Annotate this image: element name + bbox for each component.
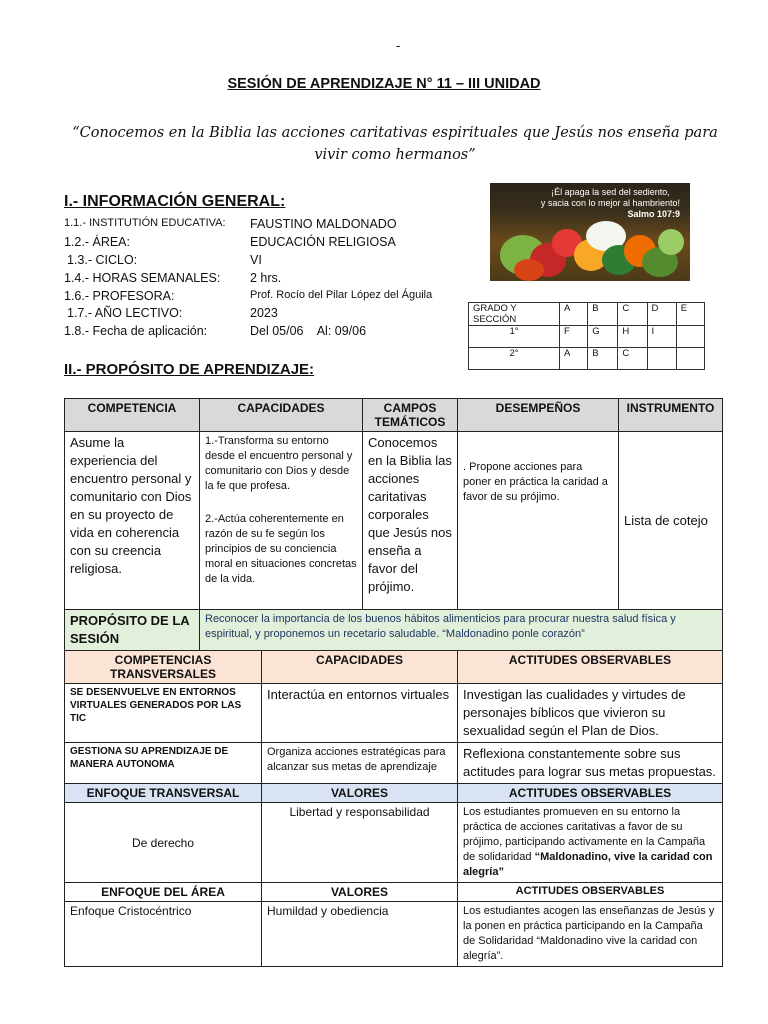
grado-col: D — [647, 303, 676, 326]
header-competencia: COMPETENCIA — [65, 399, 200, 432]
enfoque-actitudes — [458, 803, 723, 883]
psalm-caption — [541, 187, 680, 220]
header-campos: CAMPOS TEMÁTICOS — [363, 399, 458, 432]
caption-line: ¡Él apaga la sed del sediento, — [551, 187, 670, 197]
trans-comp-2: GESTIONA SU APRENDIZAJE DE MANERA AUTONOMA — [65, 743, 262, 784]
header-enfoque-valores: VALORES — [262, 784, 458, 803]
trans-act-1: Investigan las cualidades y virtudes de personajes bíblicos que vivieron su sexualidad según el Plan de Dios. — [458, 684, 723, 743]
grado-col: C — [618, 303, 647, 326]
info-value: Prof. Rocío del Pilar López del Águila — [250, 289, 433, 301]
trans-act-2: Reflexiona constantemente sobre sus actitudes para lograr sus metas propuestas. — [458, 743, 723, 784]
desempenos-cell: . Propone acciones para poner en práctica la caridad a favor de su prójimo. — [458, 432, 619, 610]
info-key: 1.8.- Fecha de aplicación: — [64, 324, 208, 338]
grado-seccion-table — [468, 302, 705, 370]
grado-cell: B — [588, 348, 618, 370]
info-key: 1.4.- HORAS SEMANALES: — [64, 271, 221, 285]
area-name: Enfoque Cristocéntrico — [65, 902, 262, 967]
header-enfoque-transversal: ENFOQUE TRANSVERSAL — [65, 784, 262, 803]
area-actitudes: Los estudiantes acogen las enseñanzas de Jesús y la ponen en práctica participando en la Campaña de Solidaridad “Maldonadino vive la caridad con alegría”. — [458, 902, 723, 967]
grado-label: GRADO Y SECCIÓN — [469, 303, 560, 326]
competencia-cell: Asume la experiencia del encuentro personal y comunitario con Dios en su proyecto de vida en coherencia con su creencia religiosa. — [65, 432, 200, 610]
grado-col: E — [676, 303, 704, 326]
info-key: 1.6.- PROFESORA: — [64, 289, 175, 303]
enfoque-valor: Libertad y responsabilidad — [262, 803, 458, 883]
caption-reference: Salmo 107:9 — [627, 209, 680, 219]
purpose-heading: II.- PROPÓSITO DE APRENDIZAJE: — [64, 361, 315, 378]
grado-cell — [647, 348, 676, 370]
header-comp-transversales: COMPETENCIAS TRANSVERSALES — [65, 651, 262, 684]
info-key: 1.2.- ÁREA: — [64, 235, 130, 249]
session-title: SESIÓN DE APRENDIZAJE N° 11 – III UNIDAD — [227, 76, 541, 92]
header-desempenos: DESEMPEÑOS — [458, 399, 619, 432]
session-quote: “Conocemos en la Biblia las acciones caritativas espirituales que Jesús nos enseña para vivir como hermanos” — [72, 125, 718, 163]
header-enfoque-area: ENFOQUE DEL ÁREA — [65, 883, 262, 902]
grado-col: B — [588, 303, 618, 326]
header-enfoque-actitudes: ACTITUDES OBSERVABLES — [458, 784, 723, 803]
enfoque-act-text: Los estudiantes promueven en su entorno la práctica de acciones caritativas a favor de su prójimo, participando activamente en la Campaña de solidaridad — [463, 806, 706, 863]
grado-cell: A — [560, 348, 588, 370]
header-trans-capacidades: CAPACIDADES — [262, 651, 458, 684]
grado-cell: C — [618, 348, 647, 370]
info-value: 2 hrs. — [250, 271, 282, 285]
enfoque-name: De derecho — [65, 803, 262, 883]
header-instrumento: INSTRUMENTO — [619, 399, 723, 432]
grado-cell: I — [647, 326, 676, 348]
header-trans-actitudes: ACTITUDES OBSERVABLES — [458, 651, 723, 684]
caption-line: y sacia con lo mejor al hambriento! — [540, 198, 680, 208]
info-value: EDUCACIÓN RELIGIOSA — [250, 235, 396, 249]
area-valor: Humildad y obediencia — [262, 902, 458, 967]
capacidad-2: 2.-Actúa coherentemente en razón de su fe según los principios de su conciencia moral en situaciones concretas de la vida. — [205, 513, 357, 585]
learning-purpose-table — [64, 398, 723, 967]
grado-cell: F — [560, 326, 588, 348]
header-area-actitudes: ACTITUDES OBSERVABLES — [458, 883, 723, 902]
info-value: VI — [250, 253, 262, 267]
grado-number: 2° — [469, 348, 560, 370]
header-capacidades: CAPACIDADES — [200, 399, 363, 432]
capacidad-1: 1.-Transforma su entorno desde el encuentro personal y comunitario con Dios y desde la fe que profesa. — [205, 435, 353, 492]
info-key: 1.7.- AÑO LECTIVO: — [67, 306, 183, 320]
trans-comp-1: SE DESENVUELVE EN ENTORNOS VIRTUALES GENERADOS POR LAS TIC — [65, 684, 262, 743]
grado-cell: H — [618, 326, 647, 348]
grado-cell — [676, 348, 704, 370]
instrumento-cell: Lista de cotejo — [619, 432, 723, 610]
trans-cap-2: Organiza acciones estratégicas para alcanzar sus metas de aprendizaje — [262, 743, 458, 784]
vegetables-image — [490, 183, 690, 281]
info-value: FAUSTINO MALDONADO — [250, 217, 397, 231]
proposito-text: Reconocer la importancia de los buenos hábitos alimenticios para procurar nuestra salud física y espiritual, y proponemos un recetario saludable. “Maldonadino ponle corazón” — [200, 610, 723, 651]
info-value: 2023 — [250, 306, 278, 320]
grado-cell — [676, 326, 704, 348]
proposito-label: PROPÓSITO DE LA SESIÓN — [65, 610, 200, 651]
header-area-valores: VALORES — [262, 883, 458, 902]
info-key: 1.3.- CICLO: — [67, 253, 138, 267]
campos-cell: Conocemos en la Biblia las acciones caritativas corporales que Jesús nos enseña a favor del prójimo. — [363, 432, 458, 610]
grado-cell: G — [588, 326, 618, 348]
trans-cap-1: Interactúa en entornos virtuales — [262, 684, 458, 743]
general-info-heading: I.- INFORMACIÓN GENERAL: — [64, 193, 286, 210]
capacidades-cell — [200, 432, 363, 610]
grado-number: 1° — [469, 326, 560, 348]
page-dash: - — [396, 38, 401, 53]
info-value: Del 05/06 Al: 09/06 — [250, 324, 367, 338]
grado-col: A — [560, 303, 588, 326]
info-key: 1.1.- INSTITUTIÓN EDUCATIVA: — [64, 217, 226, 229]
enfoque-act-campaign: “Maldonadino, vive la caridad con alegría” — [463, 851, 713, 878]
